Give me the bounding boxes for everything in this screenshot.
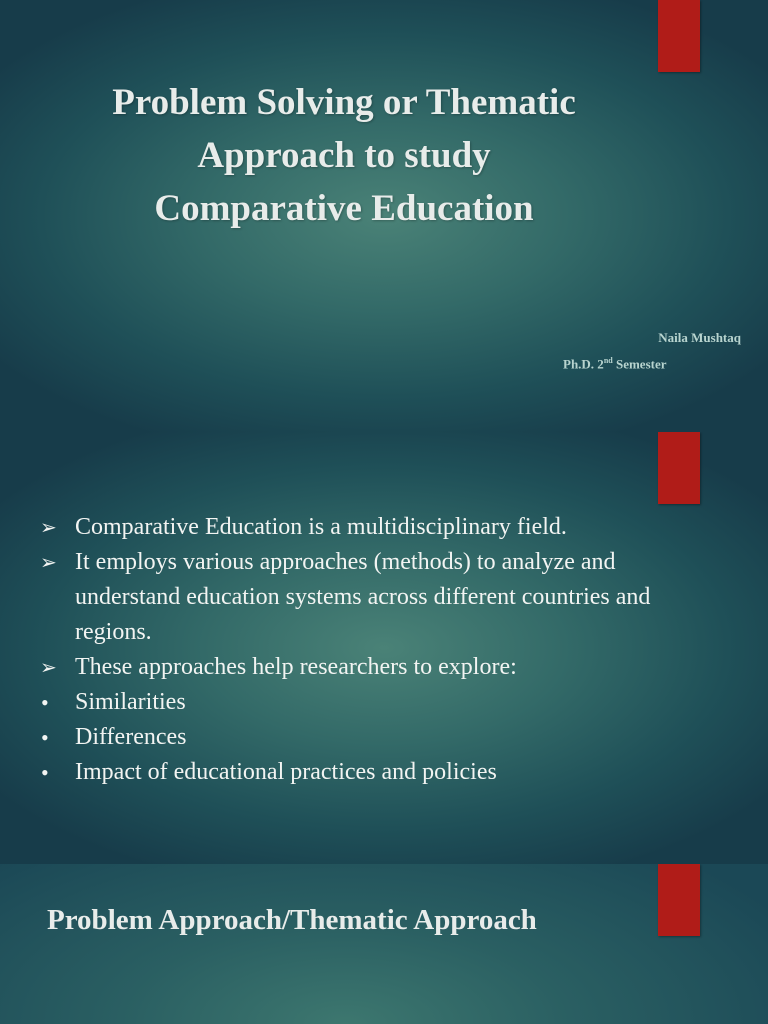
bullet-text: Impact of educational practices and policies — [75, 759, 497, 785]
bullet-text: These approaches help researchers to explore: — [75, 654, 517, 680]
list-item — [40, 720, 690, 755]
dot-bullet-icon: • — [41, 725, 49, 750]
red-accent-bar — [658, 432, 700, 504]
title-slide — [0, 0, 768, 432]
dot-bullet-icon: • — [41, 760, 49, 785]
content-slide — [0, 432, 768, 864]
red-accent-bar — [658, 0, 700, 72]
title-line: Problem Solving or Thematic — [112, 82, 576, 123]
section-title: Problem Approach/Thematic Approach — [47, 904, 537, 936]
title-line: Approach to study — [197, 135, 491, 176]
dot-bullet-icon: • — [41, 690, 49, 715]
list-item — [40, 545, 690, 650]
list-item — [40, 685, 690, 720]
arrow-bullet-icon: ➢ — [40, 550, 57, 574]
bullet-list — [40, 510, 690, 790]
arrow-bullet-icon: ➢ — [40, 655, 57, 679]
list-item — [40, 510, 690, 545]
list-item — [40, 650, 690, 685]
bullet-text: Comparative Education is a multidisciplinary field. — [75, 514, 567, 540]
bullet-text: It employs various approaches (methods) to analyze and understand education systems across different countries and regions. — [75, 549, 651, 645]
program-label: Ph.D. 2nd Semester — [563, 356, 667, 372]
slide-title — [40, 76, 648, 235]
title-line: Comparative Education — [154, 188, 534, 229]
bullet-text: Similarities — [75, 689, 186, 715]
bullet-text: Differences — [75, 724, 187, 750]
red-accent-bar — [658, 864, 700, 936]
section-slide — [0, 864, 768, 1024]
author-name: Naila Mushtaq — [658, 330, 741, 345]
list-item — [40, 755, 690, 790]
arrow-bullet-icon: ➢ — [40, 515, 57, 539]
